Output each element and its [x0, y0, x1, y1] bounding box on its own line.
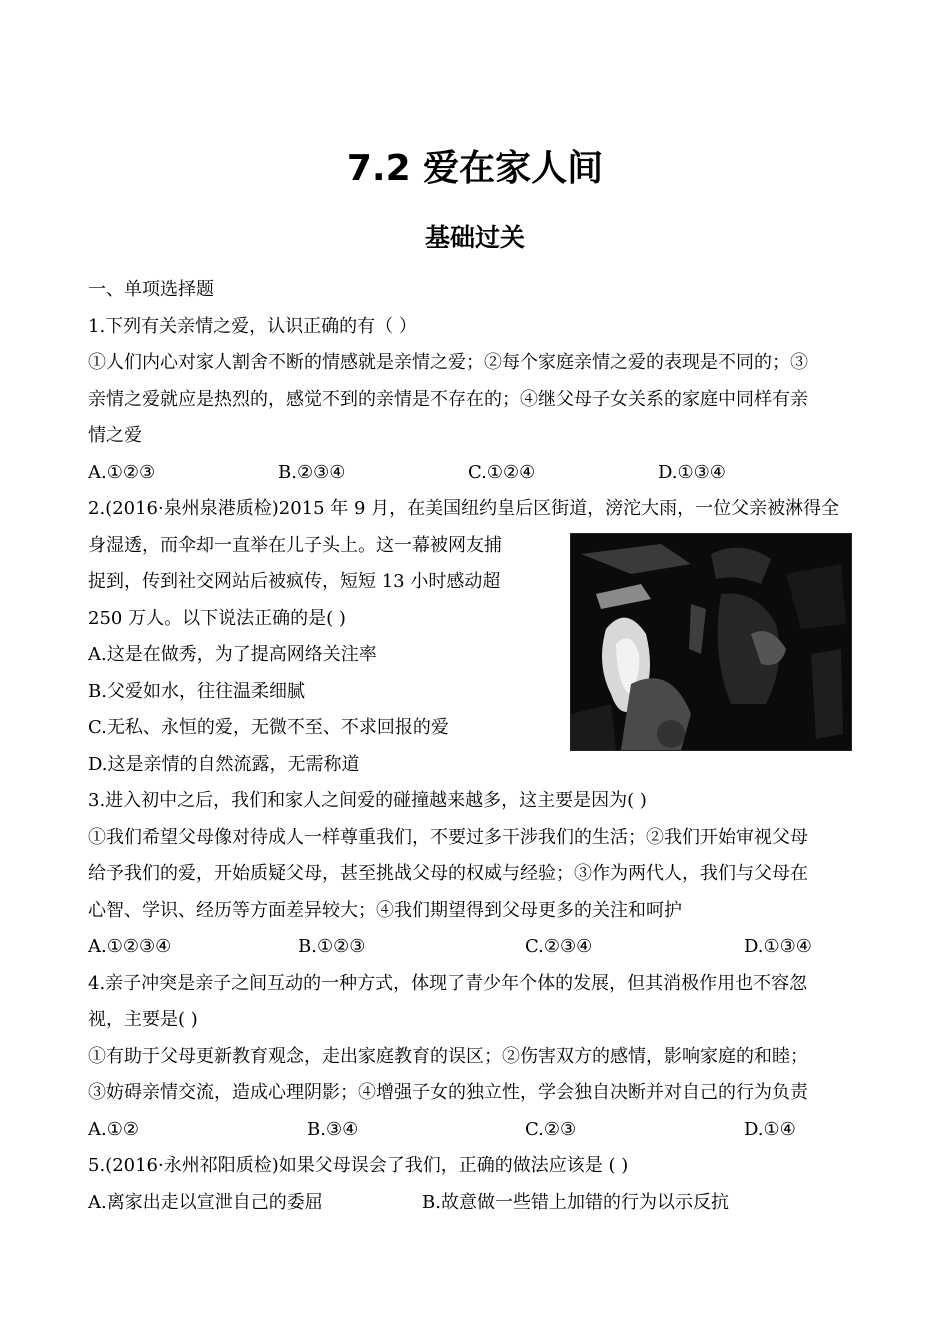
question-stem: 1.下列有关亲情之爱，认识正确的有（ ）: [88, 315, 417, 337]
option-d: D.这是亲情的自然流露，无需称道: [88, 753, 360, 775]
statement-line: 心智、学识、经历等方面差异较大；④我们期望得到父母更多的关注和呵护: [88, 899, 682, 921]
option-d: D.①③④: [658, 461, 726, 483]
option-d: D.①③④: [744, 936, 812, 957]
question-2: [88, 491, 868, 783]
option-a: A.离家出走以宣泄自己的委屈: [88, 1191, 323, 1213]
question-4: [88, 966, 868, 1149]
question-stem: 视，主要是( ): [88, 1009, 198, 1030]
options-row: [88, 455, 868, 492]
statement-line: ①人们内心对家人割舍不断的情感就是亲情之爱；②每个家庭亲情之爱的表现是不同的；③: [88, 352, 808, 373]
option-a: A.①②③④: [88, 936, 172, 957]
page-title: 7.2 爱在家人间: [346, 148, 604, 189]
option-c: C.②③④: [525, 936, 593, 957]
options-row: [88, 1112, 868, 1149]
question-stem-line: 捉到，传到社交网站后被疯传，短短 13 小时感动超: [88, 571, 501, 592]
statement-line: 情之爱: [88, 425, 142, 446]
option-c: C.②③: [525, 1118, 577, 1140]
statement-line: ③妨碍亲情交流，造成心理阴影；④增强子女的独立性，学会独自决断并对自己的行为负责: [88, 1082, 808, 1103]
document-body: [88, 272, 868, 1221]
question-stem: 5.(2016·永州祁阳质检)如果父母误会了我们，正确的做法应该是 ( ): [88, 1155, 629, 1176]
statement-line: 亲情之爱就应是热烈的，感觉不到的亲情是不存在的；④继父母子女关系的家庭中同样有亲: [88, 388, 808, 410]
question-stem-line: 250 万人。以下说法正确的是( ): [88, 607, 346, 629]
option-d: D.①④: [744, 1118, 796, 1140]
option-a: A.这是在做秀，为了提高网络关注率: [88, 644, 377, 665]
option-c: C.①②④: [468, 461, 536, 483]
option-b: B.故意做一些错上加错的行为以示反抗: [422, 1191, 729, 1213]
option-a: A.①②: [88, 1118, 139, 1140]
option-a: A.①②③: [88, 461, 156, 483]
question-stem-line: 身湿透，而伞却一直举在儿子头上。这一幕被网友捕: [88, 534, 502, 556]
options-row: [88, 1185, 868, 1222]
option-b: B.父爱如水，往往温柔细腻: [88, 680, 305, 702]
option-b: B.①②③: [298, 936, 366, 957]
rain-photo: [570, 533, 852, 751]
question-stem: 3.进入初中之后，我们和家人之间爱的碰撞越来越多，这主要是因为( ): [88, 790, 647, 811]
statement-line: ①我们希望父母像对待成人一样尊重我们，不要过多干涉我们的生活；②我们开始审视父母: [88, 826, 808, 848]
question-stem: 2.(2016·泉州泉港质检)2015 年 9 月，在美国纽约皇后区街道，滂沱大雨，一位父亲被淋得全: [88, 498, 840, 519]
statement-line: ①有助于父母更新教育观念，走出家庭教育的误区；②伤害双方的感情，影响家庭的和睦；: [88, 1045, 808, 1067]
section-heading: 一、单项选择题: [88, 279, 214, 300]
photo-graphic: [571, 534, 851, 750]
question-1: [88, 309, 868, 492]
question-3: [88, 783, 868, 966]
statement-line: 给予我们的爱，开始质疑父母，甚至挑战父母的权威与经验；③作为两代人，我们与父母在: [88, 863, 808, 884]
option-c: C.无私、永恒的爱，无微不至、不求回报的爱: [88, 717, 449, 738]
section-subtitle: 基础过关: [424, 223, 525, 252]
question-stem: 4.亲子冲突是亲子之间互动的一种方式，体现了青少年个体的发展，但其消极作用也不容忽: [88, 972, 808, 994]
option-b: B.③④: [307, 1118, 359, 1140]
option-b: B.②③④: [278, 461, 346, 483]
question-5: [88, 1148, 868, 1221]
options-row: [88, 929, 868, 966]
